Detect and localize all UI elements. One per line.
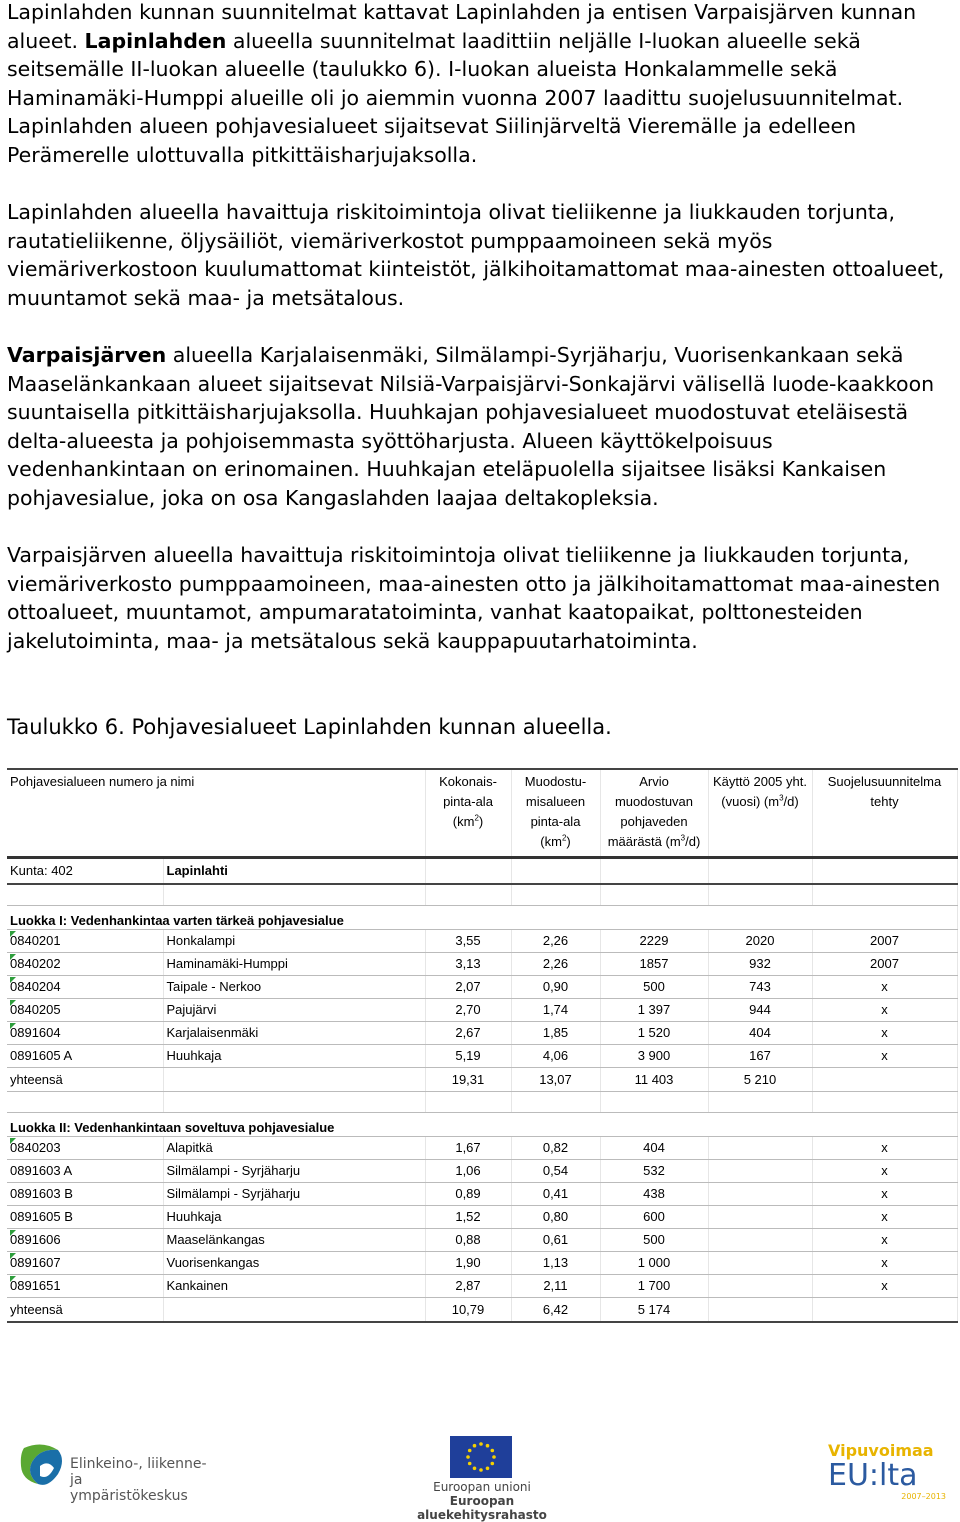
paragraph-1-intro: Lapinlahden kunnan suunnitelmat kattavat Lapinlahden ja entisen Varpaisjärven kunnan alueet. (7, 0, 917, 53)
group2-title-row (7, 1113, 957, 1137)
cell-formation-area: 2,26 (511, 930, 600, 953)
eu-logo (392, 1436, 582, 1522)
table-row (7, 1206, 957, 1229)
cell-name: Haminamäki-Humppi (163, 953, 425, 976)
cell-number-text: 0840202 (10, 956, 61, 971)
cell-estimate: 404 (600, 1137, 708, 1160)
cell-plan: x (812, 1275, 957, 1298)
paragraph-4: Varpaisjärven alueella havaittuja riskitoimintoja olivat tieliikenne ja liukkauden torjunta, viemäriverkosto pumppaamoineen, maa-ainesten otto ja jälkihoitamattomat maa-ainesten ottoalueet, muuntamot, ampumaratatoiminta, vanhat kaatopaikat, polttonesteiden jakelutoiminta, maa- ja metsätalous sekä kauppapuutarhatoiminta. (7, 543, 941, 653)
cell-total-area: 2,67 (425, 1022, 511, 1045)
cell-number (7, 1206, 163, 1229)
cell-total-area: 2,07 (425, 976, 511, 999)
ely-logo-line2: ympäristökeskus (70, 1488, 188, 1504)
comment-flag-icon (10, 1253, 16, 1259)
cell-number (7, 1183, 163, 1206)
cell-name: Alapitkä (163, 1137, 425, 1160)
table-row (7, 999, 957, 1022)
cell-plan: 2007 (812, 953, 957, 976)
cell-total-area: 2,70 (425, 999, 511, 1022)
cell-total-area: 2,87 (425, 1275, 511, 1298)
cell-plan: x (812, 1022, 957, 1045)
eu-star-icon (468, 1449, 472, 1453)
cell-number (7, 1252, 163, 1275)
header-estimate: Arvio muodostuvan pohjaveden määrästä $(m^3/d)$ (600, 769, 708, 858)
cell-plan: x (812, 976, 957, 999)
table-row (7, 1160, 957, 1183)
cell-formation-area: 1,85 (511, 1022, 600, 1045)
total-plan (812, 1298, 957, 1323)
header-plan: Suojelusuunnitelma tehty (812, 769, 957, 858)
paragraph-3 (7, 341, 955, 513)
cell-estimate: 1 397 (600, 999, 708, 1022)
kunta-row (7, 858, 957, 885)
cell-plan: x (812, 999, 957, 1022)
cell-number-text: 0840204 (10, 979, 61, 994)
cell-number-text: 0891605 B (10, 1209, 73, 1224)
total-empty (163, 1068, 425, 1092)
spacer-row (7, 1092, 957, 1113)
cell-usage (708, 1160, 812, 1183)
cell-formation-area: 1,13 (511, 1252, 600, 1275)
cell-formation-area: 2,11 (511, 1275, 600, 1298)
vipu-logo-line3: 2007–2013 (901, 1492, 946, 1501)
cell-estimate: 1857 (600, 953, 708, 976)
eu-star-icon (492, 1455, 496, 1459)
eu-star-icon (486, 1467, 490, 1471)
cell-name: Taipale - Nerkoo (163, 976, 425, 999)
table-row (7, 976, 957, 999)
cell-formation-area: 1,74 (511, 999, 600, 1022)
paragraph-1 (7, 0, 955, 170)
cell-number-text: 0891605 A (10, 1048, 73, 1063)
cell-estimate: 600 (600, 1206, 708, 1229)
kunta-label: Kunta: 402 (7, 858, 163, 885)
total-label: yhteensä (7, 1068, 163, 1092)
cell-name: Silmälampi - Syrjäharju (163, 1160, 425, 1183)
paragraph-3-body: alueella Karjalaisenmäki, Silmälampi-Syrjäharju, Vuorisenkankaan sekä Maaselänkankaan alueet sijaitsevat Nilsiä-Varpaisjärvi-Sonkajärvi välisellä luode-kaakkoon suuntaisella pitkittäisharjujaksolla. Huuhkajan pohjavesialueet muodostuvat eteläisestä delta-alueesta ja pohjoisemmasta syöttöharjusta. Alueen käyttökelpoisuus vedenhankintaan on erinomainen. Huuhkajan eteläpuolella sijaitsee lisäksi Kankaisen pohjavesialue, joka on osa Kangaslahden laajaa deltakopleksia. (7, 343, 935, 510)
cell-number (7, 1275, 163, 1298)
total-formation-area: 6,42 (511, 1298, 600, 1323)
cell-total-area: 1,06 (425, 1160, 511, 1183)
cell-number-text: 0891606 (10, 1232, 61, 1247)
cell-plan: 2007 (812, 930, 957, 953)
table-row (7, 1229, 957, 1252)
total-area: 19,31 (425, 1068, 511, 1092)
cell-total-area: 0,88 (425, 1229, 511, 1252)
eu-star-icon (479, 1442, 483, 1446)
kunta-name: Lapinlahti (163, 858, 425, 885)
cell-name: Honkalampi (163, 930, 425, 953)
cell-formation-area: 0,54 (511, 1160, 600, 1183)
cell-formation-area: 0,80 (511, 1206, 600, 1229)
cell-number-text: 0891604 (10, 1025, 61, 1040)
cell-plan: x (812, 1183, 957, 1206)
cell-total-area: 0,89 (425, 1183, 511, 1206)
eu-logo-line2: Euroopan aluekehitysrahasto (417, 1494, 547, 1522)
paragraph-1-body: alueella suunnitelmat laadittiin neljälle I-luokan alueelle sekä seitsemälle II-luokan alueelle (taulukko 6). I-luokan alueista Honkalammelle sekä Haminamäki-Humppi alueille oli jo aiemmin vuonna 2007 laadittu suojelusuunnitelmat. Lapinlahden alueen pohjavesialueet sijaitsevat Siilinjärveltä Vieremälle ja edelleen Perämerelle ulottuvalla pitkittäisharjujaksolla. (7, 28, 904, 167)
group1-title-row (7, 906, 957, 930)
eu-logo-line1: Euroopan unioni (433, 1480, 531, 1494)
total-plan (812, 1068, 957, 1092)
cell-estimate: 2229 (600, 930, 708, 953)
eu-star-icon (473, 1467, 477, 1471)
cell-name: Pajujärvi (163, 999, 425, 1022)
cell-total-area: 1,90 (425, 1252, 511, 1275)
cell-usage: 743 (708, 976, 812, 999)
table-row (7, 1183, 957, 1206)
cell-usage: 932 (708, 953, 812, 976)
total-row (7, 1068, 957, 1092)
cell-number-text: 0840203 (10, 1140, 61, 1155)
cell-total-area: 5,19 (425, 1045, 511, 1068)
cell-number (7, 953, 163, 976)
cell-usage (708, 1229, 812, 1252)
table-caption: Taulukko 6. Pohjavesialueet Lapinlahden kunnan alueella. (7, 715, 612, 739)
eu-star-icon (491, 1462, 495, 1466)
cell-number (7, 999, 163, 1022)
cell-formation-area: 4,06 (511, 1045, 600, 1068)
cell-name: Huuhkaja (163, 1045, 425, 1068)
cell-usage (708, 1137, 812, 1160)
header-usage: Käyttö 2005 yht. (vuosi) $(m^3/d)$ (708, 769, 812, 858)
table-row (7, 1022, 957, 1045)
header-formation-area: Muodostu-misalueen pinta-ala $(km^2)$ (511, 769, 600, 858)
cell-name: Vuorisenkangas (163, 1252, 425, 1275)
cell-name: Karjalaisenmäki (163, 1022, 425, 1045)
cell-usage (708, 1275, 812, 1298)
cell-number-text: 0891603 B (10, 1186, 73, 1201)
vipuvoimaa-logo (828, 1442, 952, 1506)
comment-flag-icon (10, 977, 16, 983)
cell-number-text: 0891603 A (10, 1163, 73, 1178)
cell-total-area: 3,55 (425, 930, 511, 953)
total-estimate: 11 403 (600, 1068, 708, 1092)
cell-estimate: 500 (600, 1229, 708, 1252)
cell-number-text: 0891651 (10, 1278, 61, 1293)
cell-estimate: 438 (600, 1183, 708, 1206)
header-name: Pohjavesialueen numero ja nimi (7, 769, 425, 858)
cell-formation-area: 0,82 (511, 1137, 600, 1160)
paragraph-3-bold: Varpaisjärven (7, 343, 167, 367)
cell-estimate: 1 520 (600, 1022, 708, 1045)
cell-usage (708, 1183, 812, 1206)
cell-formation-area: 0,41 (511, 1183, 600, 1206)
cell-number-text: 0891607 (10, 1255, 61, 1270)
cell-estimate: 1 000 (600, 1252, 708, 1275)
cell-plan: x (812, 1160, 957, 1183)
cell-total-area: 1,52 (425, 1206, 511, 1229)
eu-star-icon (479, 1468, 483, 1472)
cell-formation-area: 2,26 (511, 953, 600, 976)
cell-number (7, 1229, 163, 1252)
eu-star-icon (473, 1444, 477, 1448)
cell-number (7, 1137, 163, 1160)
cell-usage: 167 (708, 1045, 812, 1068)
comment-flag-icon (10, 1023, 16, 1029)
table-row (7, 930, 957, 953)
paragraph-1-bold: Lapinlahden (84, 28, 227, 53)
total-row (7, 1298, 957, 1323)
cell-number-text: 0840205 (10, 1002, 61, 1017)
cell-number (7, 1160, 163, 1183)
total-formation-area: 13,07 (511, 1068, 600, 1092)
vipu-logo-line2: EU:lta (828, 1458, 918, 1493)
eu-star-icon (466, 1455, 470, 1459)
table-header-row (7, 769, 957, 858)
header-total-area: Kokonais-pinta-ala $(km^2)$ (425, 769, 511, 858)
comment-flag-icon (10, 1000, 16, 1006)
vipu-logo-line1: Vipuvoimaa (828, 1441, 934, 1460)
ely-logo (18, 1440, 218, 1504)
cell-plan: x (812, 1137, 957, 1160)
table-row (7, 1045, 957, 1068)
cell-formation-area: 0,61 (511, 1229, 600, 1252)
total-label: yhteensä (7, 1298, 163, 1323)
total-usage: 5 210 (708, 1068, 812, 1092)
cell-number (7, 1045, 163, 1068)
cell-formation-area: 0,90 (511, 976, 600, 999)
cell-name: Huuhkaja (163, 1206, 425, 1229)
table-row (7, 1275, 957, 1298)
ely-logo-line1: Elinkeino-, liikenne- ja (70, 1456, 207, 1488)
eu-star-icon (491, 1449, 495, 1453)
comment-flag-icon (10, 1230, 16, 1236)
comment-flag-icon (10, 1138, 16, 1144)
table-row (7, 1137, 957, 1160)
total-area: 10,79 (425, 1298, 511, 1323)
cell-usage: 404 (708, 1022, 812, 1045)
spacer-row (7, 884, 957, 906)
cell-usage: 944 (708, 999, 812, 1022)
comment-flag-icon (10, 954, 16, 960)
group1-title: Luokka I: Vedenhankintaa varten tärkeä pohjavesialue (7, 906, 957, 930)
cell-usage (708, 1206, 812, 1229)
table-row (7, 1252, 957, 1275)
cell-number (7, 976, 163, 999)
cell-number (7, 930, 163, 953)
cell-usage: 2020 (708, 930, 812, 953)
paragraph-2: Lapinlahden alueella havaittuja riskitoimintoja olivat tieliikenne ja liukkauden torjunta, rautatieliikenne, öljysäiliöt, viemäriverkostot pumppaamoineen sekä myös viemäriverkostoon kuulumattomat kiinteistöt, jälkihoitamattomat maa-ainesten ottoalueet, muuntamot sekä maa- ja metsätalous. (7, 200, 945, 310)
cell-name: Silmälampi - Syrjäharju (163, 1183, 425, 1206)
cell-estimate: 3 900 (600, 1045, 708, 1068)
cell-name: Kankainen (163, 1275, 425, 1298)
cell-estimate: 532 (600, 1160, 708, 1183)
comment-flag-icon (10, 931, 16, 937)
cell-usage (708, 1252, 812, 1275)
total-usage (708, 1298, 812, 1323)
cell-estimate: 500 (600, 976, 708, 999)
total-empty (163, 1298, 425, 1323)
cell-name: Maaselänkangas (163, 1229, 425, 1252)
cell-estimate: 1 700 (600, 1275, 708, 1298)
groundwater-table (7, 768, 958, 1323)
cell-number (7, 1022, 163, 1045)
eu-star-icon (486, 1444, 490, 1448)
cell-plan: x (812, 1229, 957, 1252)
cell-plan: x (812, 1252, 957, 1275)
cell-plan: x (812, 1206, 957, 1229)
cell-total-area: 3,13 (425, 953, 511, 976)
eu-flag-icon (450, 1436, 512, 1478)
cell-plan: x (812, 1045, 957, 1068)
cell-number-text: 0840201 (10, 933, 61, 948)
cell-total-area: 1,67 (425, 1137, 511, 1160)
eu-star-icon (468, 1462, 472, 1466)
ely-emblem-icon (18, 1440, 68, 1500)
table-row (7, 953, 957, 976)
total-estimate: 5 174 (600, 1298, 708, 1323)
group2-title: Luokka II: Vedenhankintaan soveltuva pohjavesialue (7, 1113, 957, 1137)
comment-flag-icon (10, 1276, 16, 1282)
